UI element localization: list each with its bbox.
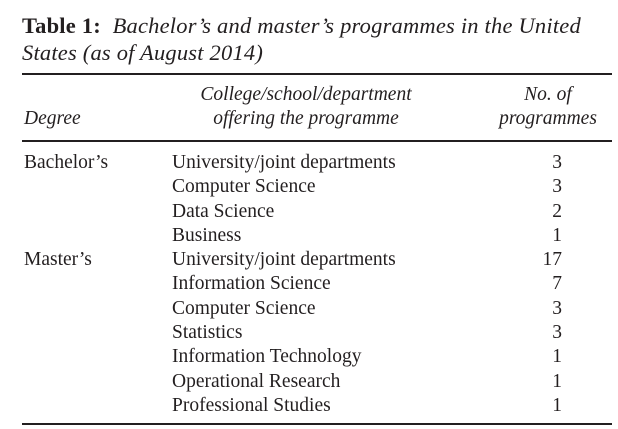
cell-department: University/joint departments	[172, 249, 396, 271]
header-rule	[22, 140, 612, 142]
caption-label: Table 1:	[22, 13, 101, 38]
cell-count: 1	[552, 346, 562, 368]
cell-count: 17	[542, 249, 562, 271]
caption-text: Bachelor’s and master’s programmes in the United States (as of August 2014)	[22, 13, 581, 65]
header-degree: Degree	[24, 108, 81, 129]
cell-count: 1	[552, 370, 562, 392]
header-college	[150, 83, 462, 131]
table-row	[0, 151, 618, 175]
table-row	[0, 224, 618, 248]
cell-department: Computer Science	[172, 176, 316, 198]
table-row	[0, 370, 618, 394]
table-caption	[22, 12, 618, 66]
header-count-line1: No. of	[524, 84, 572, 105]
cell-department: Computer Science	[172, 297, 316, 319]
cell-count: 1	[552, 224, 562, 246]
cell-count: 3	[552, 297, 562, 319]
cell-department: Information Technology	[172, 346, 362, 368]
table-row	[0, 345, 618, 369]
table-body	[0, 151, 618, 418]
cell-department: Data Science	[172, 200, 275, 222]
table-row	[0, 272, 618, 296]
top-rule	[22, 73, 612, 75]
cell-count: 3	[552, 176, 562, 198]
cell-department: Professional Studies	[172, 394, 331, 416]
cell-count: 7	[552, 273, 562, 295]
bottom-rule	[22, 423, 612, 425]
header-college-line2: offering the programme	[213, 108, 399, 129]
cell-degree: Master’s	[24, 249, 92, 271]
table-row	[0, 175, 618, 199]
cell-department: Statistics	[172, 322, 243, 344]
header-college-line1: College/school/department	[200, 84, 412, 105]
cell-count: 1	[552, 394, 562, 416]
table-row	[0, 200, 618, 224]
cell-department: Business	[172, 224, 242, 246]
cell-count: 3	[552, 322, 562, 344]
table-row	[0, 321, 618, 345]
cell-count: 3	[552, 152, 562, 173]
header-count	[488, 83, 608, 131]
cell-department: University/joint departments	[172, 152, 396, 173]
table-row	[0, 394, 618, 418]
cell-count: 2	[552, 200, 562, 222]
cell-degree: Bachelor’s	[24, 152, 109, 173]
table-row	[0, 248, 618, 272]
header-count-line2: programmes	[499, 108, 597, 129]
cell-department: Information Science	[172, 273, 331, 295]
table-row	[0, 297, 618, 321]
cell-department: Operational Research	[172, 370, 341, 392]
